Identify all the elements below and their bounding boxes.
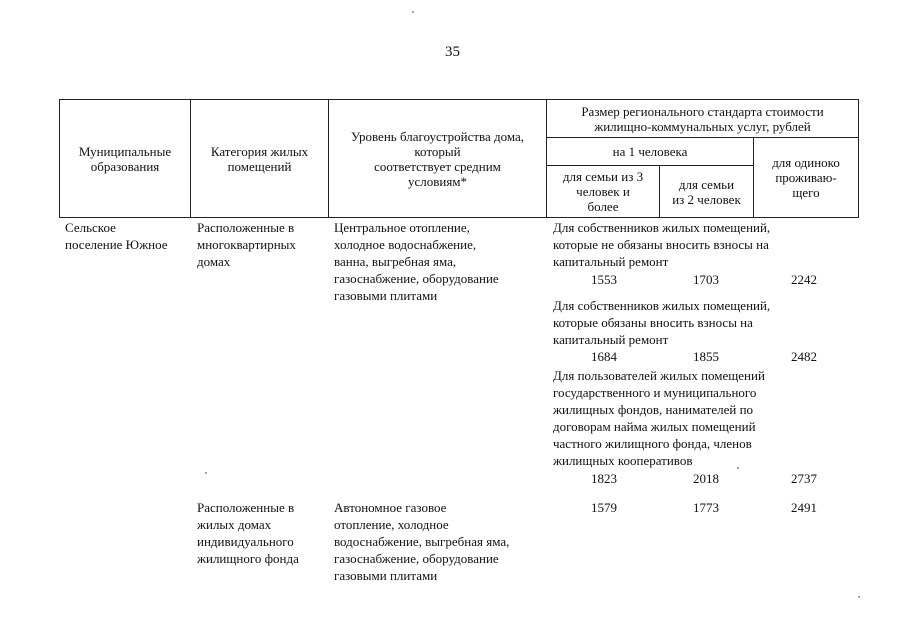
row2-family3-value: 1579 bbox=[591, 500, 617, 515]
header-per-person: на 1 человека bbox=[547, 138, 754, 166]
row1-group1-family3-value: 1553 bbox=[591, 272, 617, 287]
header-family3: для семьи из 3 человек и более bbox=[547, 166, 660, 218]
tariff-table-header bbox=[59, 99, 859, 218]
header-municipal: Муниципальные образования bbox=[60, 100, 191, 218]
row1-group2-family3-value: 1684 bbox=[591, 349, 617, 364]
row1-group2-single-value: 2482 bbox=[791, 349, 817, 364]
row1-level: Центральное отопление, холодное водоснабжение, ванна, выгребная яма, газоснабжение, оборудование газовыми плитами bbox=[334, 220, 499, 303]
row1-group3-family2-value: 2018 bbox=[693, 471, 719, 486]
row2-level: Автономное газовое отопление, холодное водоснабжение, выгребная яма, газоснабжение, оборудование газовыми плитами bbox=[334, 500, 510, 583]
header-category: Категория жилых помещений bbox=[191, 100, 329, 218]
page-number: 35 bbox=[445, 44, 460, 60]
row1-group3-description: Для пользователей жилых помещений государственного и муниципального жилищных фондов, нанимателей по договорам найма жилых помещений частного жилищного фонда, членов жилищных кооперативов bbox=[553, 368, 765, 468]
scan-speck bbox=[412, 11, 414, 13]
row1-group1-single-value: 2242 bbox=[791, 272, 817, 287]
row2-category: Расположенные в жилых домах индивидуального жилищного фонда bbox=[197, 500, 299, 566]
row1-group1-family2-value: 1703 bbox=[693, 272, 719, 287]
row1-category: Расположенные в многоквартирных домах bbox=[197, 220, 296, 269]
header-standard: Размер регионального стандарта стоимости жилищно-коммунальных услуг, рублей bbox=[547, 100, 859, 138]
header-single: для одиноко проживаю- щего bbox=[754, 138, 859, 218]
row1-municipality: Сельское поселение Южное bbox=[65, 220, 168, 252]
scan-speck bbox=[737, 467, 739, 469]
header-level: Уровень благоустройства дома, который соответствует средним условиям* bbox=[329, 100, 547, 218]
row1-group2-family2-value: 1855 bbox=[693, 349, 719, 364]
row2-single-value: 2491 bbox=[791, 500, 817, 515]
row1-group1-description: Для собственников жилых помещений, которые не обязаны вносить взносы на капитальный ремонт bbox=[553, 220, 771, 269]
row1-group2-description: Для собственников жилых помещений, которые обязаны вносить взносы на капитальный ремонт bbox=[553, 298, 771, 347]
scan-speck bbox=[858, 596, 860, 598]
scan-speck bbox=[205, 472, 207, 474]
header-family2: для семьи из 2 человек bbox=[660, 166, 754, 218]
row1-group3-family3-value: 1823 bbox=[591, 471, 617, 486]
row1-group3-single-value: 2737 bbox=[791, 471, 817, 486]
row2-family2-value: 1773 bbox=[693, 500, 719, 515]
